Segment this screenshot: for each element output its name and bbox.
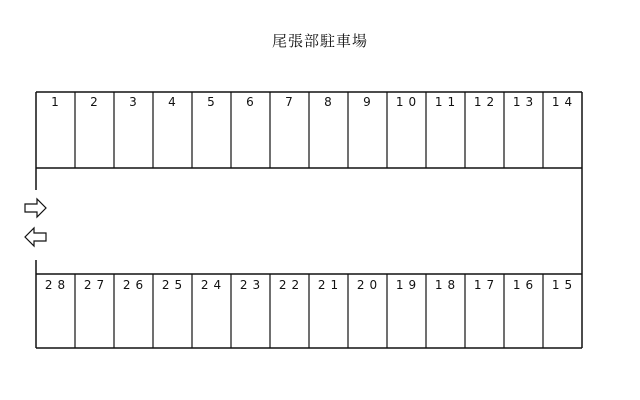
slot-number: 15: [551, 278, 578, 292]
slot-number: 1: [51, 95, 64, 109]
slot-number: 25: [161, 278, 188, 292]
slot-number: 12: [473, 95, 500, 109]
arrow-left-icon: [25, 228, 46, 246]
slot-number: 2: [90, 95, 103, 109]
slot-number: 11: [434, 95, 461, 109]
slot-number: 28: [44, 278, 71, 292]
arrow-right-icon: [25, 199, 46, 217]
slot-number: 18: [434, 278, 461, 292]
slot-number: 17: [473, 278, 500, 292]
slot-number: 26: [122, 278, 149, 292]
slot-number: 27: [83, 278, 110, 292]
slot-number: 21: [317, 278, 344, 292]
slot-number: 20: [356, 278, 383, 292]
slot-number: 7: [285, 95, 298, 109]
slot-number: 4: [168, 95, 181, 109]
slot-number: 3: [129, 95, 142, 109]
slot-number: 6: [246, 95, 259, 109]
slot-number: 9: [363, 95, 376, 109]
slot-number: 24: [200, 278, 227, 292]
bottom-row-slots: [45, 274, 577, 348]
top-row-slots: [51, 92, 577, 168]
slot-number: 8: [324, 95, 337, 109]
slot-number: 22: [278, 278, 305, 292]
lot-title: 尾張部駐車場: [271, 32, 368, 50]
slot-number: 10: [395, 95, 422, 109]
slot-number: 14: [551, 95, 578, 109]
slot-number: 16: [512, 278, 539, 292]
slot-number: 13: [512, 95, 539, 109]
slot-number: 23: [239, 278, 266, 292]
slot-number: 5: [207, 95, 220, 109]
slot-number: 19: [395, 278, 422, 292]
